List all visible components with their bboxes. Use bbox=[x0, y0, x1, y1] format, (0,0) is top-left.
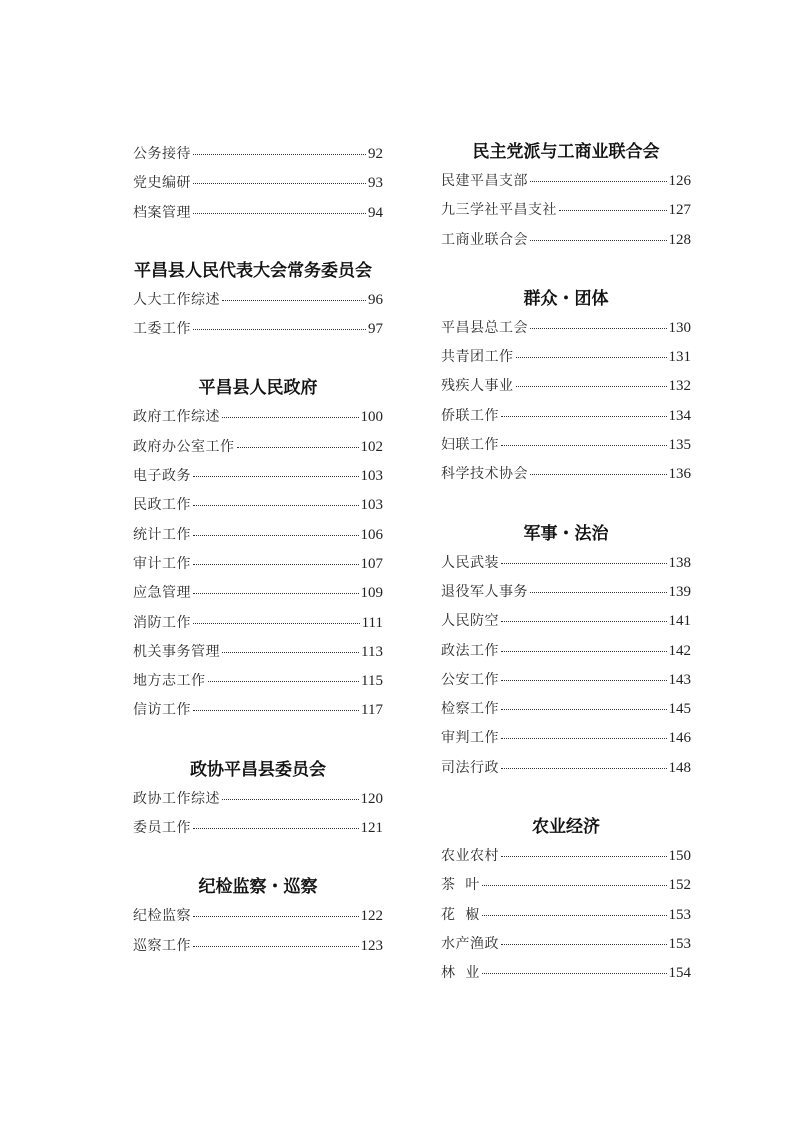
entry-title: 残疾人事业 bbox=[441, 378, 514, 395]
entry-title: 审计工作 bbox=[133, 555, 191, 572]
entry-page: 146 bbox=[668, 730, 691, 747]
toc-entry[interactable] bbox=[441, 695, 691, 724]
entry-page: 96 bbox=[368, 291, 383, 308]
leader-dots bbox=[193, 154, 366, 155]
toc-entry[interactable] bbox=[441, 226, 691, 255]
entry-page: 145 bbox=[668, 701, 691, 718]
toc-section-parties bbox=[441, 137, 691, 255]
toc-section-cppcc bbox=[133, 755, 383, 844]
toc-entry[interactable] bbox=[133, 638, 383, 667]
entry-page: 127 bbox=[668, 202, 691, 219]
leader-dots bbox=[222, 417, 359, 418]
toc-entry[interactable] bbox=[133, 609, 383, 638]
section-heading: 纪检监察・巡察 bbox=[198, 877, 318, 898]
entry-title: 民政工作 bbox=[133, 497, 191, 514]
toc-entry[interactable] bbox=[133, 579, 383, 608]
toc-entry[interactable] bbox=[133, 140, 383, 169]
entry-page: 121 bbox=[360, 820, 383, 837]
entry-page: 139 bbox=[668, 583, 691, 600]
toc-entry[interactable] bbox=[133, 902, 383, 931]
entry-page: 130 bbox=[668, 319, 691, 336]
toc-section-peoples-congress bbox=[133, 256, 383, 345]
leader-dots bbox=[516, 386, 667, 387]
toc-entry[interactable] bbox=[441, 460, 691, 489]
leader-dots bbox=[559, 210, 667, 211]
entry-page: 94 bbox=[368, 204, 383, 221]
toc-section-agriculture bbox=[441, 812, 691, 988]
entry-page: 111 bbox=[361, 614, 383, 631]
leader-dots bbox=[222, 799, 359, 800]
entry-page: 122 bbox=[360, 908, 383, 925]
toc-entry[interactable] bbox=[441, 637, 691, 666]
leader-dots bbox=[193, 710, 359, 711]
leader-dots bbox=[501, 621, 667, 622]
section-heading: 群众・团体 bbox=[523, 288, 609, 309]
entry-title: 平昌县总工会 bbox=[441, 319, 528, 336]
entry-title: 退役军人事务 bbox=[441, 583, 528, 600]
toc-entry[interactable] bbox=[133, 199, 383, 228]
entry-page: 148 bbox=[668, 759, 691, 776]
toc-entry[interactable] bbox=[441, 959, 691, 988]
entry-title: 公安工作 bbox=[441, 671, 499, 688]
entry-title: 人民武装 bbox=[441, 554, 499, 571]
leader-dots bbox=[530, 592, 667, 593]
entry-page: 115 bbox=[361, 673, 383, 690]
leader-dots bbox=[501, 445, 667, 446]
entry-page: 103 bbox=[360, 497, 383, 514]
entry-page: 97 bbox=[368, 321, 383, 338]
entry-page: 138 bbox=[668, 554, 691, 571]
leader-dots bbox=[208, 681, 360, 682]
entry-title: 机关事务管理 bbox=[133, 643, 220, 660]
entry-page: 102 bbox=[360, 438, 383, 455]
entry-page: 134 bbox=[668, 407, 691, 424]
entry-page: 132 bbox=[668, 378, 691, 395]
leader-dots bbox=[222, 300, 366, 301]
leader-dots bbox=[193, 623, 360, 624]
toc-entry[interactable] bbox=[441, 167, 691, 196]
entry-page: 113 bbox=[361, 643, 383, 660]
entry-title: 纪检监察 bbox=[133, 908, 191, 925]
entry-page: 120 bbox=[360, 790, 383, 807]
toc-section-government bbox=[133, 373, 383, 725]
entry-title: 统计工作 bbox=[133, 526, 191, 543]
entry-page: 93 bbox=[368, 175, 383, 192]
entry-title: 花 椒 bbox=[441, 906, 480, 923]
toc-left-column bbox=[133, 140, 383, 961]
entry-page: 136 bbox=[668, 466, 691, 483]
entry-title: 政府工作综述 bbox=[133, 409, 220, 426]
toc-entry[interactable] bbox=[441, 901, 691, 930]
leader-dots bbox=[501, 944, 667, 945]
toc-entry[interactable] bbox=[441, 578, 691, 607]
leader-dots bbox=[193, 329, 366, 330]
leader-dots bbox=[237, 447, 359, 448]
entry-page: 106 bbox=[360, 526, 383, 543]
toc-entry[interactable] bbox=[133, 521, 383, 550]
entry-page: 107 bbox=[360, 555, 383, 572]
entry-title: 信访工作 bbox=[133, 702, 191, 719]
leader-dots bbox=[482, 973, 667, 974]
leader-dots bbox=[193, 213, 366, 214]
toc-entry[interactable] bbox=[133, 696, 383, 725]
leader-dots bbox=[530, 240, 667, 241]
leader-dots bbox=[501, 563, 667, 564]
entry-page: 153 bbox=[668, 935, 691, 952]
toc-entry[interactable] bbox=[441, 196, 691, 225]
toc-entry[interactable] bbox=[441, 431, 691, 460]
leader-dots bbox=[193, 476, 359, 477]
entry-page: 154 bbox=[668, 965, 691, 982]
leader-dots bbox=[501, 768, 667, 769]
toc-entry[interactable] bbox=[133, 286, 383, 315]
toc-entry[interactable] bbox=[441, 754, 691, 783]
entry-page: 123 bbox=[360, 937, 383, 954]
leader-dots bbox=[530, 328, 667, 329]
toc-entry[interactable] bbox=[441, 402, 691, 431]
entry-page: 131 bbox=[668, 349, 691, 366]
toc-entry[interactable] bbox=[133, 433, 383, 462]
entry-title: 茶 叶 bbox=[441, 877, 480, 894]
entry-title: 工商业联合会 bbox=[441, 231, 528, 248]
entry-page: 103 bbox=[360, 468, 383, 485]
toc-section-military-law bbox=[441, 519, 691, 783]
leader-dots bbox=[530, 474, 667, 475]
leader-dots bbox=[501, 709, 667, 710]
leader-dots bbox=[501, 738, 667, 739]
section-heading: 军事・法治 bbox=[523, 523, 609, 544]
leader-dots bbox=[222, 652, 359, 653]
entry-title: 政法工作 bbox=[441, 642, 499, 659]
toc-section-discipline bbox=[133, 872, 383, 961]
entry-title: 林 业 bbox=[441, 965, 480, 982]
leader-dots bbox=[193, 916, 359, 917]
entry-title: 公务接待 bbox=[133, 146, 191, 162]
entry-page: 153 bbox=[668, 906, 691, 923]
entry-page: 150 bbox=[668, 848, 691, 865]
toc-entry[interactable] bbox=[133, 403, 383, 432]
entry-page: 117 bbox=[361, 702, 383, 719]
leader-dots bbox=[530, 181, 667, 182]
entry-title: 档案管理 bbox=[133, 204, 191, 221]
entry-page: 109 bbox=[360, 585, 383, 602]
leader-dots bbox=[193, 535, 359, 536]
entry-title: 检察工作 bbox=[441, 701, 499, 718]
leader-dots bbox=[482, 915, 667, 916]
entry-title: 应急管理 bbox=[133, 585, 191, 602]
entry-title: 共青团工作 bbox=[441, 349, 514, 366]
entry-title: 巡察工作 bbox=[133, 937, 191, 954]
entry-title: 消防工作 bbox=[133, 614, 191, 631]
entry-page: 142 bbox=[668, 642, 691, 659]
entry-page: 141 bbox=[668, 613, 691, 630]
leader-dots bbox=[501, 416, 667, 417]
toc-entry[interactable] bbox=[133, 932, 383, 961]
entry-title: 地方志工作 bbox=[133, 673, 206, 690]
entry-title: 政府办公室工作 bbox=[133, 438, 235, 455]
section-heading: 农业经济 bbox=[532, 817, 600, 838]
entry-page: 143 bbox=[668, 671, 691, 688]
toc-entry[interactable] bbox=[133, 462, 383, 491]
toc-entry[interactable] bbox=[133, 667, 383, 696]
toc-entry[interactable] bbox=[133, 814, 383, 843]
section-heading: 政协平昌县委员会 bbox=[190, 759, 326, 780]
entry-title: 妇联工作 bbox=[441, 437, 499, 454]
toc-entry[interactable] bbox=[441, 314, 691, 343]
entry-title: 委员工作 bbox=[133, 820, 191, 837]
entry-title: 九三学社平昌支社 bbox=[441, 202, 557, 219]
entry-title: 民建平昌支部 bbox=[441, 173, 528, 189]
entry-title: 电子政务 bbox=[133, 468, 191, 485]
toc-section-office bbox=[133, 140, 383, 228]
leader-dots bbox=[193, 593, 359, 594]
entry-title: 人大工作综述 bbox=[133, 291, 220, 308]
entry-title: 科学技术协会 bbox=[441, 466, 528, 483]
toc-entry[interactable] bbox=[441, 724, 691, 753]
leader-dots bbox=[193, 183, 366, 184]
entry-title: 司法行政 bbox=[441, 759, 499, 776]
leader-dots bbox=[501, 680, 667, 681]
section-heading: 平昌县人民代表大会常务委员会 bbox=[134, 260, 372, 281]
toc-entry[interactable] bbox=[441, 930, 691, 959]
leader-dots bbox=[193, 828, 359, 829]
leader-dots bbox=[193, 946, 359, 947]
toc-entry[interactable] bbox=[441, 607, 691, 636]
entry-page: 100 bbox=[360, 409, 383, 426]
entry-page: 128 bbox=[668, 231, 691, 248]
entry-page: 92 bbox=[368, 146, 383, 162]
toc-entry[interactable] bbox=[133, 169, 383, 198]
toc-entry[interactable] bbox=[441, 871, 691, 900]
section-heading: 平昌县人民政府 bbox=[198, 378, 318, 399]
toc-entry[interactable] bbox=[441, 343, 691, 372]
toc-entry[interactable] bbox=[133, 785, 383, 814]
toc-entry[interactable] bbox=[441, 842, 691, 871]
entry-title: 人民防空 bbox=[441, 613, 499, 630]
entry-title: 审判工作 bbox=[441, 730, 499, 747]
toc-right-column bbox=[441, 137, 691, 989]
toc-entry[interactable] bbox=[133, 491, 383, 520]
entry-page: 135 bbox=[668, 437, 691, 454]
toc-entry[interactable] bbox=[133, 315, 383, 344]
entry-page: 126 bbox=[668, 173, 691, 189]
entry-title: 工委工作 bbox=[133, 321, 191, 338]
section-heading: 民主党派与工商业联合会 bbox=[472, 142, 660, 162]
entry-title: 政协工作综述 bbox=[133, 790, 220, 807]
leader-dots bbox=[482, 885, 667, 886]
leader-dots bbox=[193, 564, 359, 565]
leader-dots bbox=[501, 651, 667, 652]
leader-dots bbox=[516, 357, 667, 358]
entry-title: 侨联工作 bbox=[441, 407, 499, 424]
toc-entry[interactable] bbox=[441, 372, 691, 401]
toc-section-mass-organizations bbox=[441, 284, 691, 490]
entry-page: 152 bbox=[668, 877, 691, 894]
entry-title: 党史编研 bbox=[133, 175, 191, 192]
toc-entry[interactable] bbox=[441, 666, 691, 695]
toc-entry[interactable] bbox=[133, 550, 383, 579]
entry-title: 水产渔政 bbox=[441, 935, 499, 952]
leader-dots bbox=[501, 856, 667, 857]
toc-entry[interactable] bbox=[441, 549, 691, 578]
leader-dots bbox=[193, 505, 359, 506]
entry-title: 农业农村 bbox=[441, 848, 499, 865]
